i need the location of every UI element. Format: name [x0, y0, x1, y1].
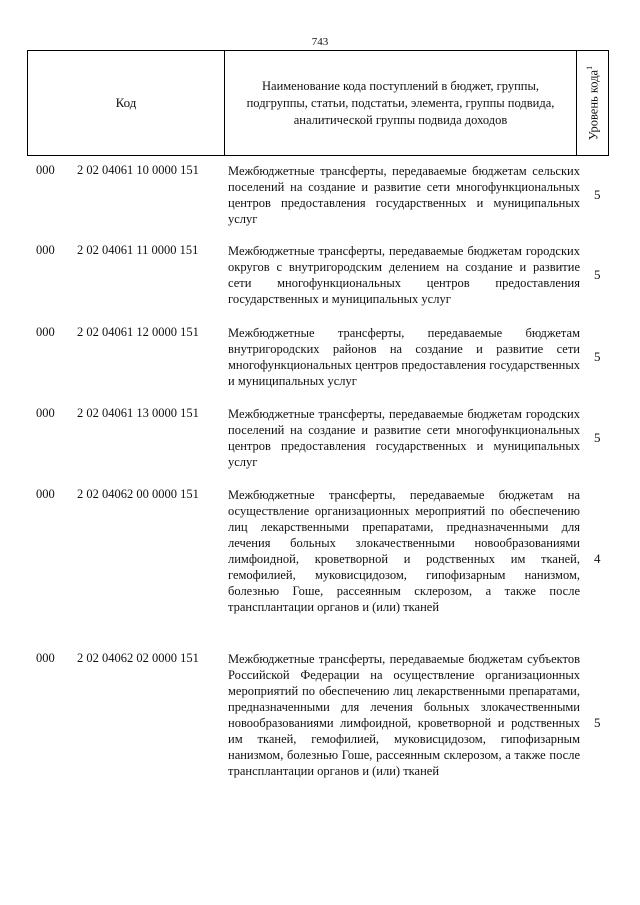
row-code: 2 02 04062 02 0000 151 [77, 651, 199, 665]
row-level: 5 [594, 715, 601, 730]
row-code: 2 02 04062 00 0000 151 [77, 487, 199, 501]
header-code [28, 51, 225, 155]
header-level-footnote: 1 [585, 65, 595, 70]
row-name: Межбюджетные трансферты, передаваемые бюджетам субъектов Российской Федерации на осуществление организационных мероприятий по обеспечению лиц лекарственными препаратами, предназначенными для лечения больных злокачественными новообразованиями лимфоидной, кроветворной и родственных им тканей, гемофилией, муковисцидозом, гипофизарным нанизмом, болезнью Гоше, рассеянным склерозом, а также после трансплантации органов и (или) тканей [228, 652, 580, 778]
row-admin-code: 000 [36, 651, 55, 665]
row-level: 5 [594, 430, 601, 445]
row-level: 5 [594, 349, 601, 364]
row-name: Межбюджетные трансферты, передаваемые бюджетам городских округов с внутригородским делением на создание и развитие сети многофункциональных центров предоставления государственных и муниципальных услуг [228, 244, 580, 306]
header-name [225, 51, 577, 155]
header-level [577, 51, 610, 155]
header-code-label: Код [115, 95, 137, 110]
row-code: 2 02 04061 13 0000 151 [77, 406, 199, 420]
row-name: Межбюджетные трансферты, передаваемые бюджетам городских поселений на создание и развитие сети многофункциональных центров предоставления государственных и муниципальных услуг [228, 407, 580, 469]
header-level-text: Уровень кода [586, 69, 601, 141]
row-name: Межбюджетные трансферты, передаваемые бюджетам внутригородских районов на создание и развитие сети многофункциональных центров предоставления государственных и муниципальных услуг [228, 326, 580, 388]
row-level: 5 [594, 187, 601, 202]
row-code: 2 02 04061 11 0000 151 [77, 243, 199, 257]
row-level: 4 [594, 551, 601, 566]
header-level-label [585, 66, 601, 140]
row-admin-code: 000 [36, 487, 55, 501]
table-header [27, 50, 609, 156]
row-name: Межбюджетные трансферты, передаваемые бюджетам сельских поселений на создание и развитие сети многофункциональных центров предоставления государственных и муниципальных услуг [228, 164, 580, 226]
row-admin-code: 000 [36, 325, 55, 339]
row-code: 2 02 04061 10 0000 151 [77, 163, 199, 177]
row-admin-code: 000 [36, 163, 55, 177]
header-name-label: Наименование кода поступлений в бюджет, группы, подгруппы, статьи, подстатьи, элемента, группы подвида, аналитической группы подвида доходов [246, 78, 555, 127]
row-level: 5 [594, 267, 601, 282]
row-code: 2 02 04061 12 0000 151 [77, 325, 199, 339]
row-admin-code: 000 [36, 406, 55, 420]
row-admin-code: 000 [36, 243, 55, 257]
row-name: Межбюджетные трансферты, передаваемые бюджетам на осуществление организационных мероприятий по обеспечению лиц лекарственными препаратами, предназначенными для лечения больных злокачественными новообразованиями лимфоидной, кроветворной и родственных им тканей, гемофилией, муковисцидозом, гипофизарным нанизмом, болезнью Гоше, рассеянным склерозом, а также после трансплантации органов и (или) тканей [228, 488, 580, 614]
page-number: 743 [311, 36, 329, 48]
